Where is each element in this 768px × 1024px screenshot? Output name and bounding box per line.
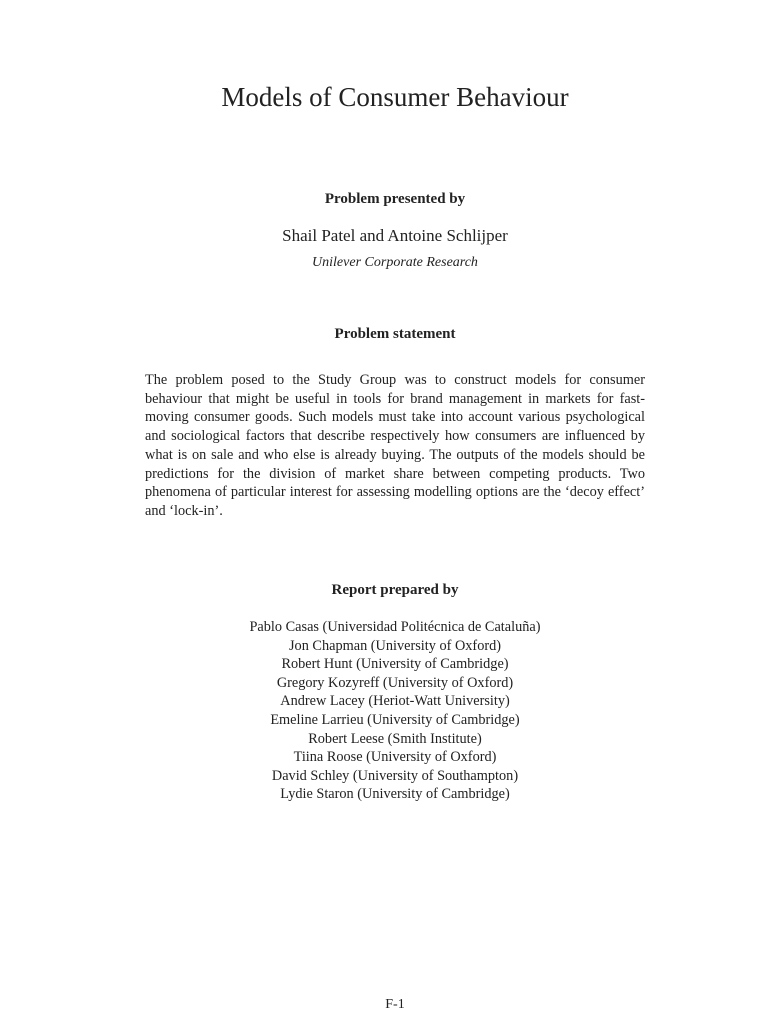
contributor-item: Emeline Larrieu (University of Cambridge) bbox=[270, 711, 520, 728]
document-title: Models of Consumer Behaviour bbox=[221, 82, 569, 112]
contributor-item: Pablo Casas (Universidad Politécnica de Cataluña) bbox=[249, 619, 541, 635]
problem-statement-paragraph: The problem posed to the Study Group was to construct models for consumer behaviour that might be useful in tools for brand management in markets for fast-moving consumer goods. Such models must take into account various psychological and sociological factors that describe respectively how consumers are influenced by what is on sale and who else is already buying. The outputs of the models should be predictions for the division of market share between competing products. Two phenomena of particular interest for assessing modelling options are the ‘decoy effect’ and ‘lock-in’. bbox=[145, 372, 645, 519]
contributor-item: Tiina Roose (University of Oxford) bbox=[293, 749, 497, 766]
presenters: Shail Patel and Antoine Schlijper bbox=[282, 226, 508, 245]
contributor-item: Robert Hunt (University of Cambridge) bbox=[281, 656, 509, 673]
contributor-item: Jon Chapman (University of Oxford) bbox=[288, 637, 502, 654]
contributor-item: Robert Leese (Smith Institute) bbox=[308, 730, 482, 747]
problem-statement-heading: Problem statement bbox=[334, 326, 456, 342]
report-prepared-heading: Report prepared by bbox=[331, 582, 459, 598]
contributor-item: Gregory Kozyreff (University of Oxford) bbox=[276, 674, 514, 691]
contributor-item: David Schley (University of Southampton) bbox=[271, 767, 519, 784]
presenter-affiliation: Unilever Corporate Research bbox=[312, 255, 478, 270]
problem-presented-heading: Problem presented by bbox=[324, 191, 466, 207]
contributor-item: Lydie Staron (University of Cambridge) bbox=[280, 786, 510, 803]
contributor-item: Andrew Lacey (Heriot-Watt University) bbox=[280, 693, 510, 710]
page-number: F-1 bbox=[385, 997, 405, 1012]
contributor-list bbox=[0, 618, 768, 804]
